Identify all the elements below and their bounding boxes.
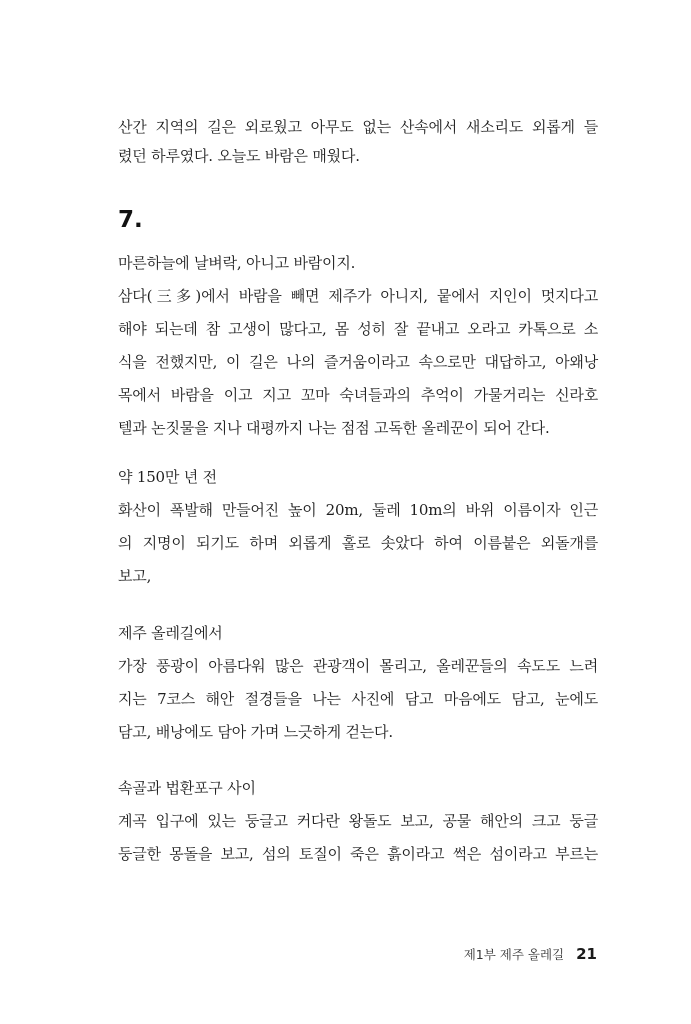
- rock-line-3: 보고,: [118, 567, 152, 585]
- wind-section: [118, 249, 598, 443]
- wind-line-1: 삼다(三多)에서 바람을 빼면 제주가 아니지, 뭍에서 지인이 멋지다고: [118, 287, 598, 305]
- wind-line-4: 목에서 바람을 이고 지고 꼬마 숙녀들과의 추억이 가물거리는 신라호: [118, 386, 598, 404]
- stream-line-1: 계곡 입구에 있는 둥글고 커다란 왕돌도 보고, 공물 해안의 크고 둥글: [118, 812, 598, 830]
- stream-section: [118, 774, 598, 869]
- wind-line-5: 텔과 논짓물을 지나 대평까지 나는 점점 고독한 올레꾼이 되어 간다.: [118, 419, 550, 437]
- page-footer: [464, 944, 597, 965]
- stream-subtitle: 속골과 법환포구 사이: [118, 779, 256, 797]
- running-title: 제1부 제주 올레길: [463, 947, 565, 962]
- intro-line-2: 렸던 하루였다. 오늘도 바람은 매웠다.: [118, 147, 360, 165]
- rock-section: [118, 463, 598, 591]
- intro-line-1: 산간 지역의 길은 외로웠고 아무도 없는 산속에서 새소리도 외롭게 들: [118, 118, 598, 136]
- olle-section: [118, 619, 598, 747]
- intro-paragraph: [118, 113, 598, 171]
- olle-line-2: 지는 7코스 해안 절경들을 나는 사진에 담고 마음에도 담고, 눈에도: [118, 690, 598, 708]
- rock-line-2: 의 지명이 되기도 하며 외롭게 홀로 솟았다 하여 이름붙은 외돌개를: [118, 534, 598, 552]
- olle-line-1: 가장 풍광이 아름다워 많은 관광객이 몰리고, 올레꾼들의 속도도 느려: [118, 657, 598, 675]
- wind-line-3: 식을 전했지만, 이 길은 나의 즐거움이라고 속으로만 대답하고, 아왜낭: [118, 353, 598, 371]
- rock-line-1: 화산이 폭발해 만들어진 높이 20m, 둘레 10m의 바위 이름이자 인근: [118, 501, 598, 519]
- wind-line-2: 해야 되는데 참 고생이 많다고, 몸 성히 잘 끝내고 오라고 카톡으로 소: [118, 320, 598, 338]
- olle-line-3: 담고, 배낭에도 담아 가며 느긋하게 걷는다.: [118, 723, 393, 741]
- section-number-heading: 7.: [118, 207, 143, 233]
- wind-subtitle: 마른하늘에 날벼락, 아니고 바람이지.: [118, 254, 356, 272]
- stream-line-2: 둥글한 몽돌을 보고, 섬의 토질이 죽은 흙이라고 썩은 섬이라고 부르는: [118, 845, 598, 863]
- rock-subtitle: 약 150만 년 전: [118, 468, 217, 486]
- olle-subtitle: 제주 올레길에서: [118, 624, 223, 642]
- page-number: 21: [576, 945, 597, 963]
